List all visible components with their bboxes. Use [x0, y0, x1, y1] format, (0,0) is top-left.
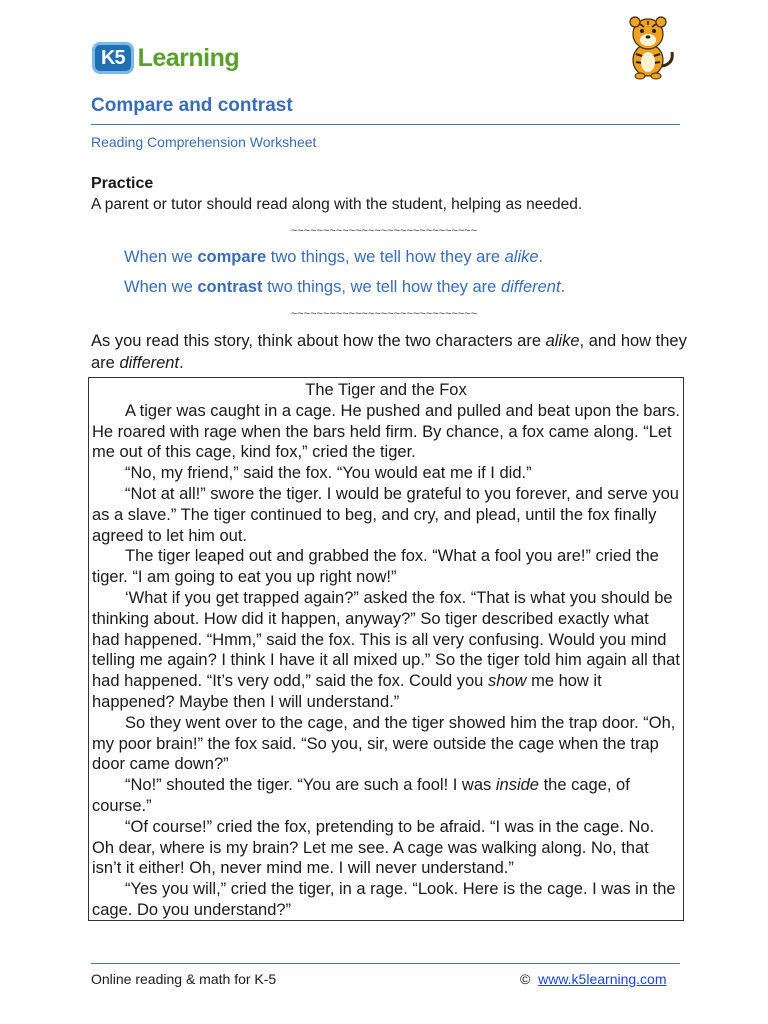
intro-part3: . — [179, 354, 184, 372]
p7-text: “No!” shouted the tiger. “You are such a fool! I was — [125, 776, 496, 795]
compare-word: alike — [504, 248, 539, 266]
logo-badge: K5 — [92, 42, 134, 74]
intro-part2: , and how they are — [91, 332, 687, 372]
story-paragraph-5 — [92, 588, 680, 713]
compare-term: compare — [197, 248, 267, 266]
intro-alike: alike — [545, 332, 580, 350]
story-paragraph-9: “Yes you will,” cried the tiger, in a rage. “Look. Here is the cage. I was in the cage. Do you understand?” — [92, 880, 676, 919]
k5learning-link[interactable]: www.k5learning.com — [538, 971, 667, 987]
k5-logo — [92, 38, 239, 78]
tilde-divider-bottom: ~~~~~~~~~~~~~~~~~~~~~~~~~~~~~ — [290, 308, 478, 320]
compare-definition — [124, 248, 543, 267]
story-paragraph-7 — [92, 775, 680, 817]
footer-link-group — [520, 971, 667, 987]
story-paragraph-3: “Not at all!” swore the tiger. I would be grateful to you forever, and serve you as a slave.” The tiger continued to beg, and cry, and plead, until the fox finally agreed to let him out. — [92, 484, 679, 545]
logo-text: Learning — [137, 43, 240, 72]
contrast-prefix: When we — [124, 278, 198, 296]
story-paragraph-8: “Of course!” cried the fox, pretending to be afraid. “I was in the cage. No. Oh dear, where is my brain? Let me see. A cage was walking along. No, that isn’t it either! Oh, never mind me. I will never understand.” — [92, 817, 655, 878]
contrast-middle: two things, we tell how they are — [262, 278, 501, 296]
p5-text: ‘What if you get trapped again?” asked the fox. “That is what you should be thinking about. How did it happen, anyway?” So tiger described exactly what had happened. “Hmm,” said the fox. This is all very confusing. Would you mind telling me again? I think I have it all mixed up.” So the tiger told him again all that had happened. “It’s very odd,” said the fox. Could you — [92, 588, 680, 691]
p5-emphasis: show — [487, 672, 527, 691]
compare-suffix: . — [538, 248, 544, 266]
compare-middle: two things, we tell how they are — [266, 248, 505, 266]
p7-emphasis: inside — [495, 776, 539, 795]
story-title: The Tiger and the Fox — [305, 381, 467, 399]
footer-tagline: Online reading & math for K-5 — [91, 971, 277, 987]
copyright-symbol: © — [520, 971, 531, 987]
practice-instruction: A parent or tutor should read along with the student, helping as needed. — [91, 196, 583, 213]
contrast-term: contrast — [197, 278, 263, 296]
page-subtitle: Reading Comprehension Worksheet — [91, 134, 317, 150]
story-box — [88, 377, 684, 921]
practice-heading: Practice — [91, 175, 154, 192]
story-paragraph-4: The tiger leaped out and grabbed the fox. “What a fool you are!” cried the tiger. “I am going to eat you up right now!” — [92, 547, 659, 587]
tilde-divider-top: ~~~~~~~~~~~~~~~~~~~~~~~~~~~~~ — [290, 225, 478, 237]
tiger-illustration — [618, 14, 678, 80]
intro-different: different — [119, 354, 180, 372]
contrast-word: different — [500, 278, 561, 296]
page-title: Compare and contrast — [91, 95, 293, 116]
intro-part1: As you read this story, think about how the two characters are — [91, 332, 546, 350]
contrast-definition — [124, 278, 565, 297]
p7-end: the cage, of course.” — [92, 776, 630, 815]
contrast-suffix: . — [560, 278, 566, 296]
story-paragraph-2: “No, my friend,” said the fox. “You would eat me if I did.” — [125, 464, 532, 483]
title-divider — [91, 124, 680, 125]
story-paragraph-1: A tiger was caught in a cage. He pushed and pulled and beat upon the bars. He roared with rage when the bars held firm. By chance, a fox came along. “Let me out of this cage, kind fox,” cried the tiger. — [92, 401, 680, 462]
story-intro — [91, 330, 691, 374]
p5-end: me how it happened? Maybe then I will understand.” — [92, 672, 602, 711]
compare-prefix: When we — [124, 248, 198, 266]
story-paragraph-6: So they went over to the cage, and the tiger showed him the trap door. “Oh, my poor brain!” the fox said. “So you, sir, were outside the cage when the trap door came down?” — [92, 713, 676, 774]
footer-divider — [91, 963, 680, 964]
